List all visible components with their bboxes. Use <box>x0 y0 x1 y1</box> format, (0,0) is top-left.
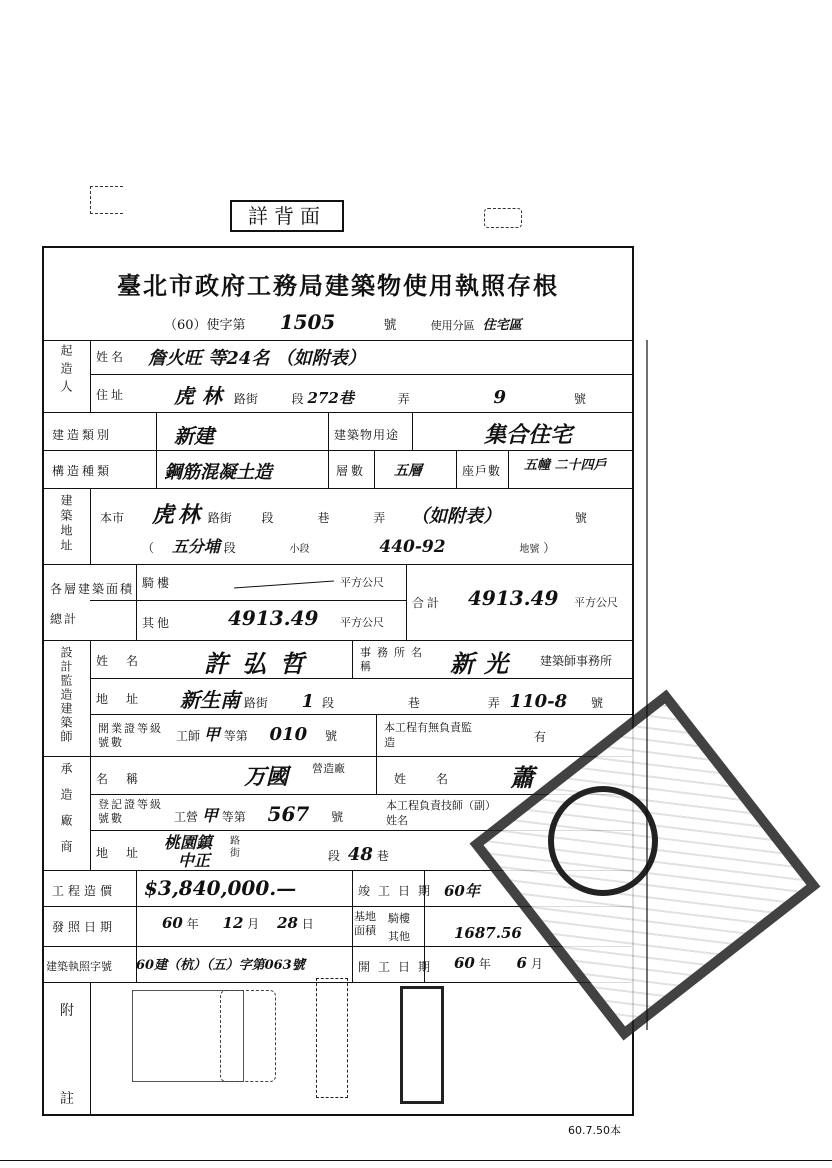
builder-lane: 272巷 <box>307 389 354 407</box>
small-seal <box>484 208 522 228</box>
start-row <box>454 954 543 972</box>
use-value: 集合住宅 <box>484 422 573 448</box>
architect-office-suffix: 建築師事務所 <box>540 654 613 668</box>
start-month: 6 <box>516 954 527 972</box>
permit-value: 60建（杭）（五）字第063號 <box>136 958 305 973</box>
rule <box>90 714 632 715</box>
site-section-label: 建築地址 <box>59 494 73 554</box>
permit-number: 1505 <box>279 310 336 334</box>
architect-supervise-value: 有 <box>534 730 547 744</box>
rule <box>412 412 413 450</box>
builder-address-label: 住址 <box>96 388 127 402</box>
rule <box>44 412 632 413</box>
notes-label-bottom: 註 <box>60 1091 74 1107</box>
issue-year: 60 <box>162 914 183 932</box>
contractor-name-label: 名稱 <box>96 772 157 786</box>
contractor-address-tail <box>328 844 389 865</box>
contractor-name-suffix: 營造廠 <box>312 762 345 775</box>
adjacent-page-edge <box>646 340 670 1030</box>
contractor-reg-suffix: 號 <box>331 810 344 824</box>
builder-section-label: 起造人 <box>59 344 73 398</box>
rule <box>376 714 377 756</box>
permit-form <box>42 246 634 1116</box>
site-road-suffix: 路街 <box>207 511 232 525</box>
area-arcade-unit: 平方公尺 <box>340 576 384 589</box>
builder-alley-label: 弄 <box>397 392 410 406</box>
architect-name-value: 許弘哲 <box>204 649 318 678</box>
start-label: 開工日期 <box>358 960 439 974</box>
rule <box>90 640 91 870</box>
architect-address-row <box>180 684 603 713</box>
contractor-road: 中正 <box>178 851 211 870</box>
land-other-value: 1687.56 <box>454 924 522 942</box>
contractor-person-value: 蕭 <box>510 763 534 792</box>
architect-section: 1 <box>301 691 315 712</box>
structure-value: 鋼筋混凝土造 <box>164 462 272 483</box>
architect-license-label: 開業證等級號數 <box>98 722 163 749</box>
area-total-value: 4913.49 <box>468 586 559 610</box>
completion-value: 60年 <box>444 882 480 900</box>
site-subsection: 小段 <box>289 544 310 555</box>
site-row-2: （ 五分埔 段 小段 440-92 地號 ） <box>142 537 556 557</box>
approval-seal <box>316 978 348 1098</box>
land-area-label: 基地面積 <box>354 910 376 937</box>
rule <box>352 870 353 982</box>
bottom-rule <box>0 1160 832 1161</box>
rule <box>374 450 375 488</box>
area-other-value: 4913.49 <box>228 606 319 630</box>
area-arcade-dash <box>234 581 334 589</box>
contractor-section-label-inline: 段 <box>328 849 341 863</box>
contractor-reg-no: 567 <box>267 802 310 826</box>
cost-label: 工程造價 <box>52 884 117 898</box>
architect-road-suffix: 路街 <box>243 696 268 710</box>
contractor-reg-label: 登記證等級號數 <box>98 798 163 825</box>
completion-label: 竣工日期 <box>358 884 439 898</box>
builder-no: 9 <box>493 387 507 408</box>
site-district-suffix: 段 <box>223 541 236 555</box>
architect-license-mid: 等第 <box>223 729 248 743</box>
builder-name-value: 詹火旺 等24名 （如附表） <box>148 348 366 369</box>
issue-row <box>162 914 314 932</box>
rule <box>44 946 632 947</box>
rule <box>376 756 377 794</box>
households-label: 座戶數 <box>462 464 502 478</box>
architect-section-label-inline: 段 <box>322 696 335 710</box>
cost-value: $3,840,000.— <box>144 876 297 900</box>
start-year-label: 年 <box>478 957 491 971</box>
contractor-address-label: 地址 <box>96 846 157 860</box>
issue-label: 發照日期 <box>52 920 117 934</box>
site-alley: 弄 <box>373 511 386 525</box>
site-note: （如附表） <box>411 506 502 527</box>
land-arcade-label: 騎樓 <box>388 912 410 925</box>
contractor-tech-label: 本工程負責技師（副）姓名 <box>386 799 496 827</box>
architect-name-label: 姓名 <box>96 654 157 668</box>
contractor-lane: 48 <box>347 844 373 865</box>
notes-label-top: 附 <box>60 1003 74 1019</box>
site-city: 本市 <box>100 511 125 525</box>
rule <box>156 412 157 488</box>
structure-label: 構造種類 <box>52 464 113 478</box>
floors-value: 五層 <box>394 463 422 479</box>
contractor-town: 桃園鎮 <box>164 833 213 852</box>
use-label: 建築物用途 <box>334 428 400 442</box>
type-value: 新建 <box>174 424 214 448</box>
issue-day-label: 日 <box>301 917 314 931</box>
type-label: 建造類別 <box>52 428 113 442</box>
detail-back-stamp <box>230 200 344 232</box>
builder-road-suffix: 路街 <box>233 392 258 406</box>
architect-license-grade: 甲 <box>203 725 220 744</box>
site-lane: 巷 <box>317 511 330 525</box>
architect-supervise-label: 本工程有無負責監造 <box>384 721 472 749</box>
architect-license-suffix: 號 <box>324 729 337 743</box>
issue-month: 12 <box>222 914 244 932</box>
site-no-label: 號 <box>574 511 587 525</box>
issue-day: 28 <box>277 914 298 932</box>
builder-no-label: 號 <box>573 392 586 406</box>
permit-prefix: （60）使字第 <box>164 318 246 333</box>
contractor-road-suffix: 路街 <box>230 836 240 859</box>
contractor-section-label: 承造廠商 <box>59 762 73 866</box>
rule <box>90 600 406 601</box>
print-code: 60.7.50本 <box>568 1124 621 1137</box>
contractor-lane-label: 巷 <box>376 849 389 863</box>
start-year: 60 <box>454 954 475 972</box>
rule <box>90 488 91 564</box>
land-other-label: 其他 <box>388 930 410 943</box>
rule <box>328 412 329 488</box>
contractor-reg-mid: 等第 <box>221 810 246 824</box>
rule <box>44 450 632 451</box>
architect-no: 110-8 <box>509 691 568 712</box>
top-left-mark <box>90 186 123 214</box>
approval-seal <box>220 990 276 1082</box>
rule <box>44 564 632 565</box>
floors-label: 層數 <box>336 464 367 478</box>
start-month-label: 月 <box>530 957 543 971</box>
site-district: 五分埔 <box>171 537 220 556</box>
contractor-reg-prefix: 工營 <box>174 810 199 824</box>
permit-number-row <box>164 310 624 332</box>
architect-license-row <box>176 722 337 745</box>
rule <box>44 340 632 341</box>
approval-seal <box>400 986 444 1104</box>
builder-section-label-inline: 段 <box>291 392 304 406</box>
area-section-text: 各層建築面積總計 <box>50 582 135 626</box>
architect-no-label: 號 <box>590 696 603 710</box>
architect-alley-label: 弄 <box>487 696 500 710</box>
architect-lane-label: 巷 <box>407 696 420 710</box>
zone-label: 使用分區 <box>430 319 475 332</box>
households-value: 五幢 二十四戶 <box>524 458 607 473</box>
rule <box>508 450 509 488</box>
builder-name-label: 姓名 <box>96 350 127 364</box>
issue-year-label: 年 <box>186 917 199 931</box>
area-total-label: 合計 <box>412 596 443 610</box>
site-section: 段 <box>261 511 274 525</box>
architect-section-label: 設計監造建築師 <box>59 646 73 744</box>
contractor-reg-row <box>174 802 343 826</box>
architect-office-value: 新光 <box>450 649 518 678</box>
area-section-label <box>50 574 134 634</box>
rule <box>406 564 407 640</box>
area-total-unit: 平方公尺 <box>574 596 618 609</box>
architect-office-label: 事務所名稱 <box>360 646 428 673</box>
circular-seal <box>548 786 658 896</box>
site-road: 虎林 <box>151 502 204 528</box>
form-title: 臺北市政府工務局建築物使用執照存根 <box>117 271 559 300</box>
site-row-1 <box>100 498 587 529</box>
architect-address-label: 地址 <box>96 692 157 706</box>
rule <box>90 982 91 1116</box>
issue-month-label: 月 <box>247 917 260 931</box>
permit-suffix: 號 <box>383 318 397 333</box>
site-lot: 440-92 <box>379 537 446 557</box>
permit-label: 建築執照字號 <box>46 960 112 973</box>
detail-back-label: 詳背面 <box>248 204 326 228</box>
rule <box>44 756 632 757</box>
site-lot-label: 地號 <box>519 544 540 555</box>
zone-value: 住宅區 <box>482 318 522 333</box>
architect-road: 新生南 <box>180 688 240 712</box>
area-other-unit: 平方公尺 <box>340 616 384 629</box>
builder-road: 虎林 <box>174 384 230 408</box>
rule <box>44 488 632 489</box>
contractor-name-value: 万國 <box>244 764 289 790</box>
architect-license-prefix: 工師 <box>176 729 201 743</box>
architect-license-no: 010 <box>269 724 308 745</box>
contractor-reg-grade: 甲 <box>201 806 218 825</box>
contractor-person-label: 姓名 <box>394 772 479 786</box>
rule <box>352 640 353 678</box>
rule <box>90 340 91 412</box>
area-arcade-label: 騎樓 <box>142 576 173 590</box>
rule <box>90 374 632 375</box>
rule <box>136 564 137 640</box>
area-other-label: 其他 <box>142 616 173 630</box>
rule <box>44 640 632 641</box>
rule <box>456 450 457 488</box>
builder-address-row <box>174 380 586 409</box>
rule <box>90 678 632 679</box>
